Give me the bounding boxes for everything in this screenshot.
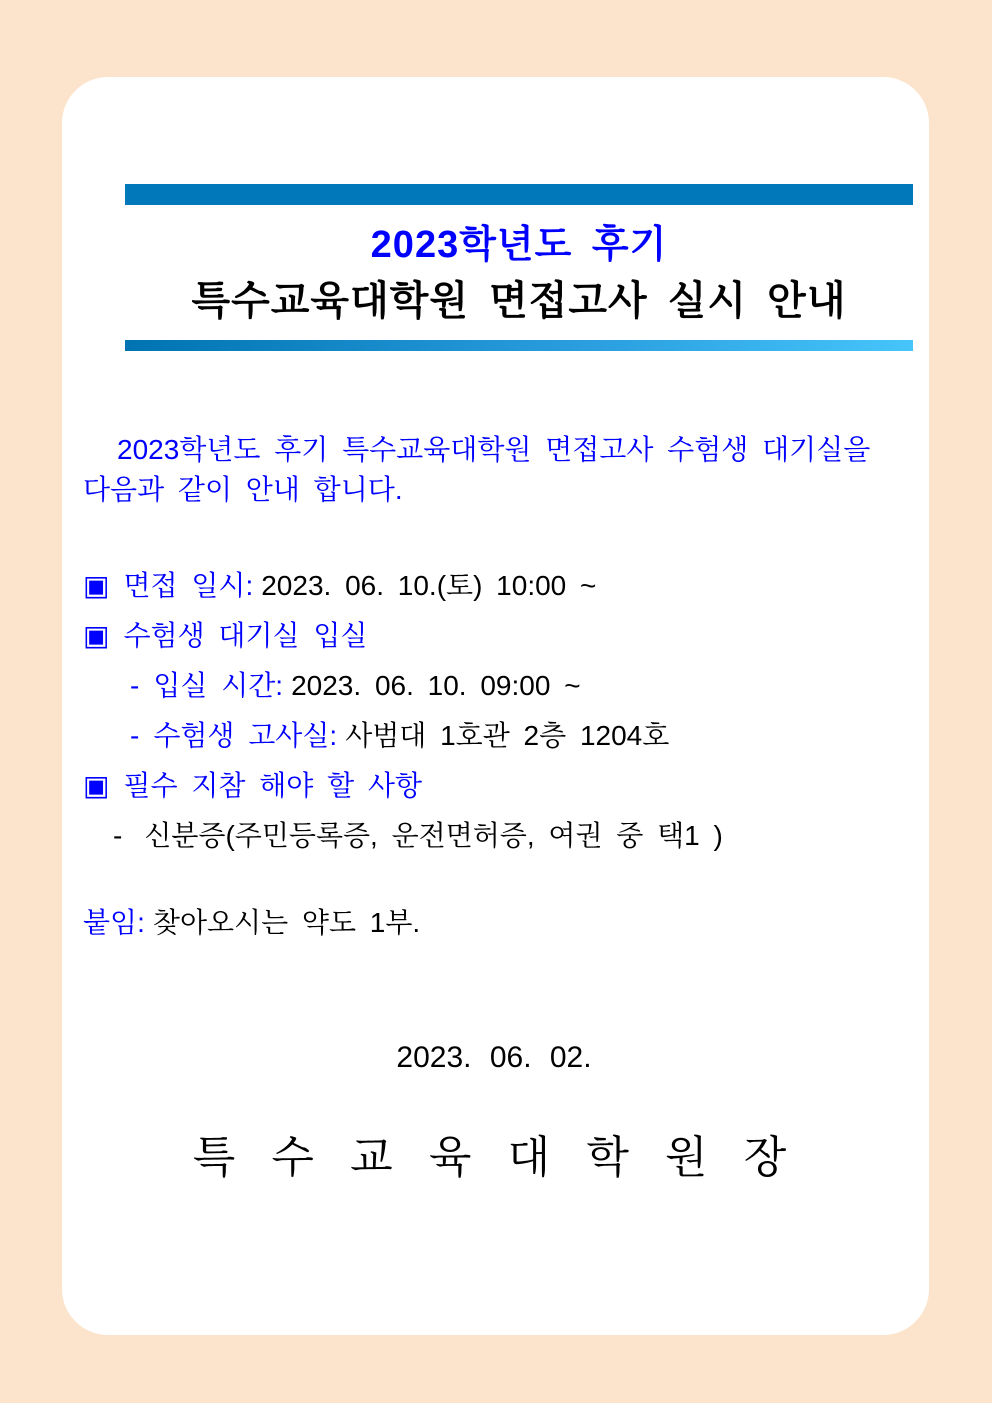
header-top-bar [125,184,913,205]
notice-title-main: 특수교육대학원 면접고사 실시 안내 [191,279,847,323]
item-value: 신분증(주민등록증, 운전면허증, 여권 중 택1 ) [144,820,723,851]
item-value: 사범대 1호관 2층 1204호 [345,720,670,751]
intro-paragraph [83,430,905,510]
square-bullet-icon: ▣ [83,770,110,801]
attachment-value: 찾아오시는 약도 1부. [152,907,421,938]
square-bullet-icon: ▣ [83,570,110,601]
item-required-belongings [83,761,905,811]
square-bullet-icon: ▣ [83,620,110,651]
notice-body [62,430,929,1188]
item-value: 2023. 06. 10.(토) 10:00 ~ [261,570,597,601]
attachment-label: 붙임: [83,907,145,938]
notice-header [125,184,913,351]
signature-dean: 특 수 교 육 대 학 원 장 [192,1133,796,1182]
subitem-id-card [83,811,905,861]
item-interview-datetime [83,561,905,611]
item-label: 입실 시간: [153,670,284,701]
subitem-exam-room [83,711,905,761]
item-label: 수험생 고사실: [153,720,338,751]
notice-items [83,561,905,861]
intro-line-2: 다음과 같이 안내 합니다. [83,474,403,505]
item-waiting-room-entry [83,611,905,661]
document-date: 2023. 06. 02. [396,1041,592,1074]
intro-line-1: 2023학년도 후기 특수교육대학원 면접고사 수험생 대기실을 [117,434,871,465]
notice-title-year: 2023학년도 후기 [370,224,668,266]
dash-bullet-icon: - [113,820,123,851]
dash-bullet-icon: - [130,720,140,751]
header-bottom-bar [125,340,913,351]
item-label: 면접 일시: [123,570,254,601]
item-label: 수험생 대기실 입실 [123,620,368,651]
subitem-entry-time [83,661,905,711]
attachment-line [83,898,905,948]
dash-bullet-icon: - [130,670,140,701]
item-value: 2023. 06. 10. 09:00 ~ [291,670,581,701]
notice-card [62,77,929,1335]
item-label: 필수 지참 해야 할 사항 [123,770,423,801]
